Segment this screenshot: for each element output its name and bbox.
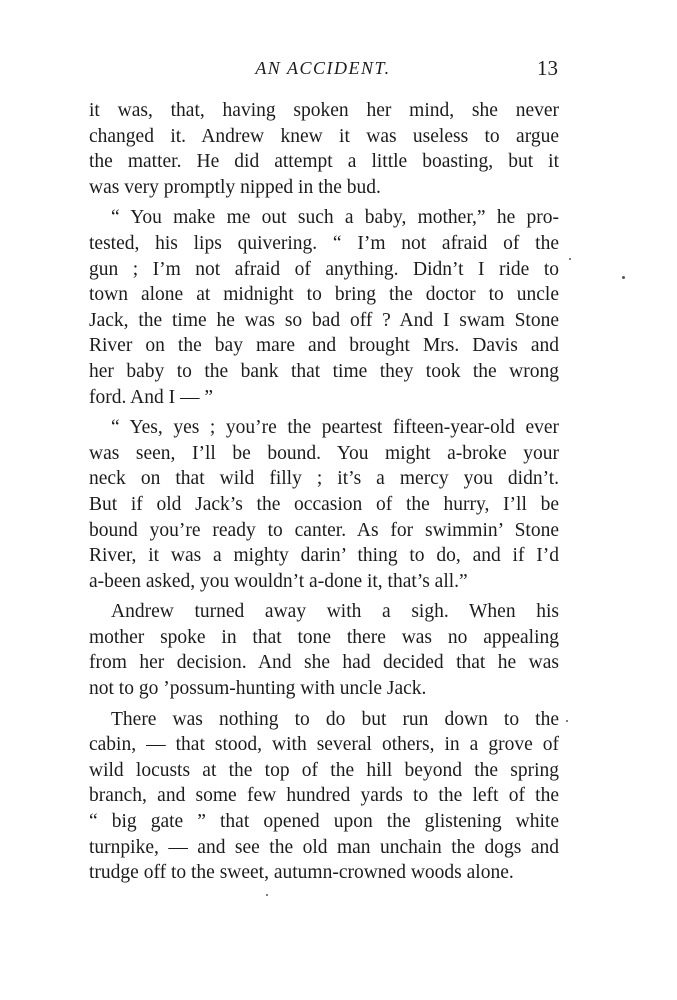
text-line: mother spoke in that tone there was no appealing	[89, 626, 559, 648]
text-line: turnpike, — and see the old man unchain the dogs and	[89, 836, 559, 858]
paper-speck	[569, 258, 571, 260]
text-line: a-been asked, you wouldn’t a-done it, that’s all.”	[89, 570, 468, 592]
text-line: “ Yes, yes ; you’re the peartest fifteen-year-old ever	[111, 417, 559, 439]
text-line: Andrew turned away with a sigh. When his	[111, 601, 559, 623]
text-line: was seen, I’ll be bound. You might a-broke your	[89, 442, 559, 464]
text-line: branch, and some few hundred yards to the left of the	[89, 785, 559, 807]
text-line: ford. And I — ”	[89, 386, 214, 408]
running-head	[88, 56, 558, 84]
text-line: There was nothing to do but run down to the	[111, 708, 559, 730]
text-line: River, it was a mighty darin’ thing to do, and if I’d	[89, 545, 559, 567]
text-line: wild locusts at the top of the hill beyond the spring	[89, 759, 559, 781]
text-line: cabin, — that stood, with several others, in a grove of	[89, 734, 559, 756]
text-line: River on the bay mare and brought Mrs. Davis and	[89, 335, 559, 357]
paragraph	[89, 707, 559, 886]
body-text	[89, 98, 559, 886]
text-line: neck on that wild filly ; it’s a mercy you didn’t.	[89, 468, 559, 490]
text-line: her baby to the bank that time they took the wrong	[89, 360, 559, 382]
running-title: AN ACCIDENT.	[255, 58, 391, 78]
paragraph	[89, 599, 559, 701]
paper-speck	[566, 720, 568, 722]
text-line: But if old Jack’s the occasion of the hurry, I’ll be	[89, 493, 559, 515]
text-line: was very promptly nipped in the bud.	[89, 176, 381, 198]
paper-speck	[266, 894, 268, 896]
text-line: town alone at midnight to bring the doctor to uncle	[89, 284, 559, 306]
text-line: gun ; I’m not afraid of anything. Didn’t I ride to	[89, 258, 559, 280]
text-line: tested, his lips quivering. “ I’m not afraid of the	[89, 232, 559, 254]
page-number: 13	[537, 56, 558, 80]
text-line: “ You make me out such a baby, mother,” he pro-	[111, 207, 559, 229]
text-line: bound you’re ready to canter. As for swimmin’ Stone	[89, 519, 559, 541]
text-line: not to go ’possum-hunting with uncle Jack.	[89, 678, 427, 700]
text-line: trudge off to the sweet, autumn-crowned woods alone.	[89, 862, 514, 884]
paragraph	[89, 415, 559, 594]
paper-speck	[622, 276, 625, 279]
text-line: it was, that, having spoken her mind, she never	[89, 100, 559, 121]
text-line: changed it. Andrew knew it was useless to argue	[89, 125, 559, 147]
text-line: from her decision. And she had decided that he was	[89, 652, 559, 674]
paragraph	[89, 205, 559, 410]
text-line: Jack, the time he was so bad off ? And I swam Stone	[89, 309, 559, 331]
text-line: “ big gate ” that opened upon the glistening white	[89, 811, 559, 833]
paragraph	[89, 98, 559, 200]
text-line: the matter. He did attempt a little boasting, but it	[89, 151, 559, 173]
